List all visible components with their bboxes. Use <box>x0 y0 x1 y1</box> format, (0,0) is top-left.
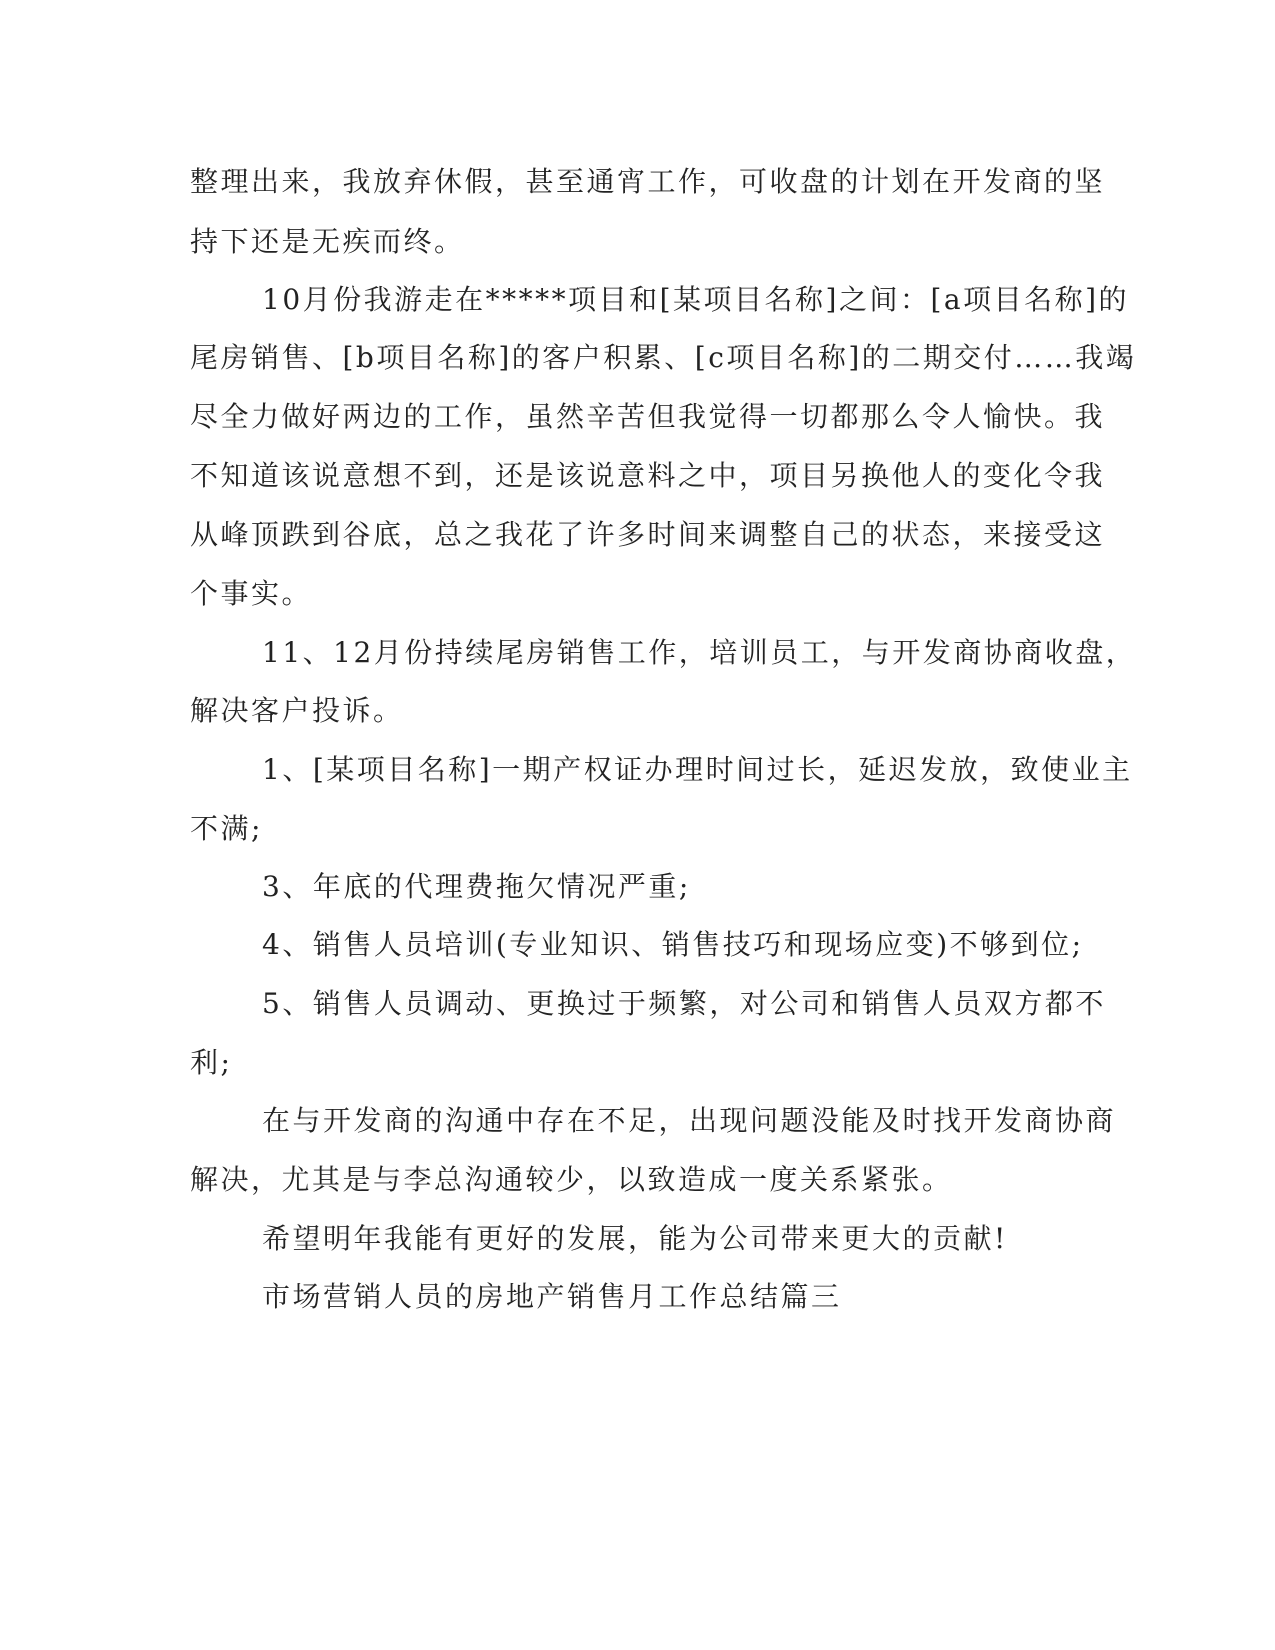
paragraph-line: 希望明年我能有更好的发展，能为公司带来更大的贡献! <box>262 1222 1008 1255</box>
paragraph-line: 解决，尤其是与李总沟通较少，以致造成一度关系紧张。 <box>190 1163 953 1196</box>
list-item-line: 利; <box>190 1046 233 1079</box>
paragraph-line: 尾房销售、[b项目名称]的客户积累、[c项目名称]的二期交付……我竭 <box>190 341 1137 374</box>
paragraph-line: 不知道该说意想不到，还是该说意料之中，项目另换他人的变化令我 <box>190 459 1106 492</box>
list-item-line: 1、[某项目名称]一期产权证办理时间过长，延迟发放，致使业主 <box>262 753 1133 786</box>
paragraph-line: 个事实。 <box>190 577 313 610</box>
paragraph-line: 尽全力做好两边的工作，虽然辛苦但我觉得一切都那么令人愉快。我 <box>190 400 1106 433</box>
paragraph-line: 从峰顶跌到谷底，总之我花了许多时间来调整自己的状态，来接受这 <box>190 518 1106 551</box>
paragraph-line: 在与开发商的沟通中存在不足，出现问题没能及时找开发商协商 <box>262 1104 1117 1137</box>
paragraph-line: 整理出来，我放弃休假，甚至通宵工作，可收盘的计划在开发商的坚 <box>190 165 1106 198</box>
list-item-line: 5、销售人员调动、更换过于频繁，对公司和销售人员双方都不 <box>262 987 1106 1020</box>
paragraph-line: 11、12月份持续尾房销售工作，培训员工，与开发商协商收盘， <box>262 636 1137 669</box>
section-heading: 市场营销人员的房地产销售月工作总结篇三 <box>262 1280 842 1313</box>
list-item-line: 4、销售人员培训(专业知识、销售技巧和现场应变)不够到位; <box>262 928 1084 961</box>
paragraph-line: 10月份我游走在*****项目和[某项目名称]之间：[a项目名称]的 <box>262 283 1130 316</box>
list-item-line: 3、年底的代理费拖欠情况严重; <box>262 870 691 903</box>
paragraph-line: 持下还是无疾而终。 <box>190 225 465 258</box>
paragraph-line: 解决客户投诉。 <box>190 694 404 727</box>
list-item-line: 不满; <box>190 812 263 845</box>
